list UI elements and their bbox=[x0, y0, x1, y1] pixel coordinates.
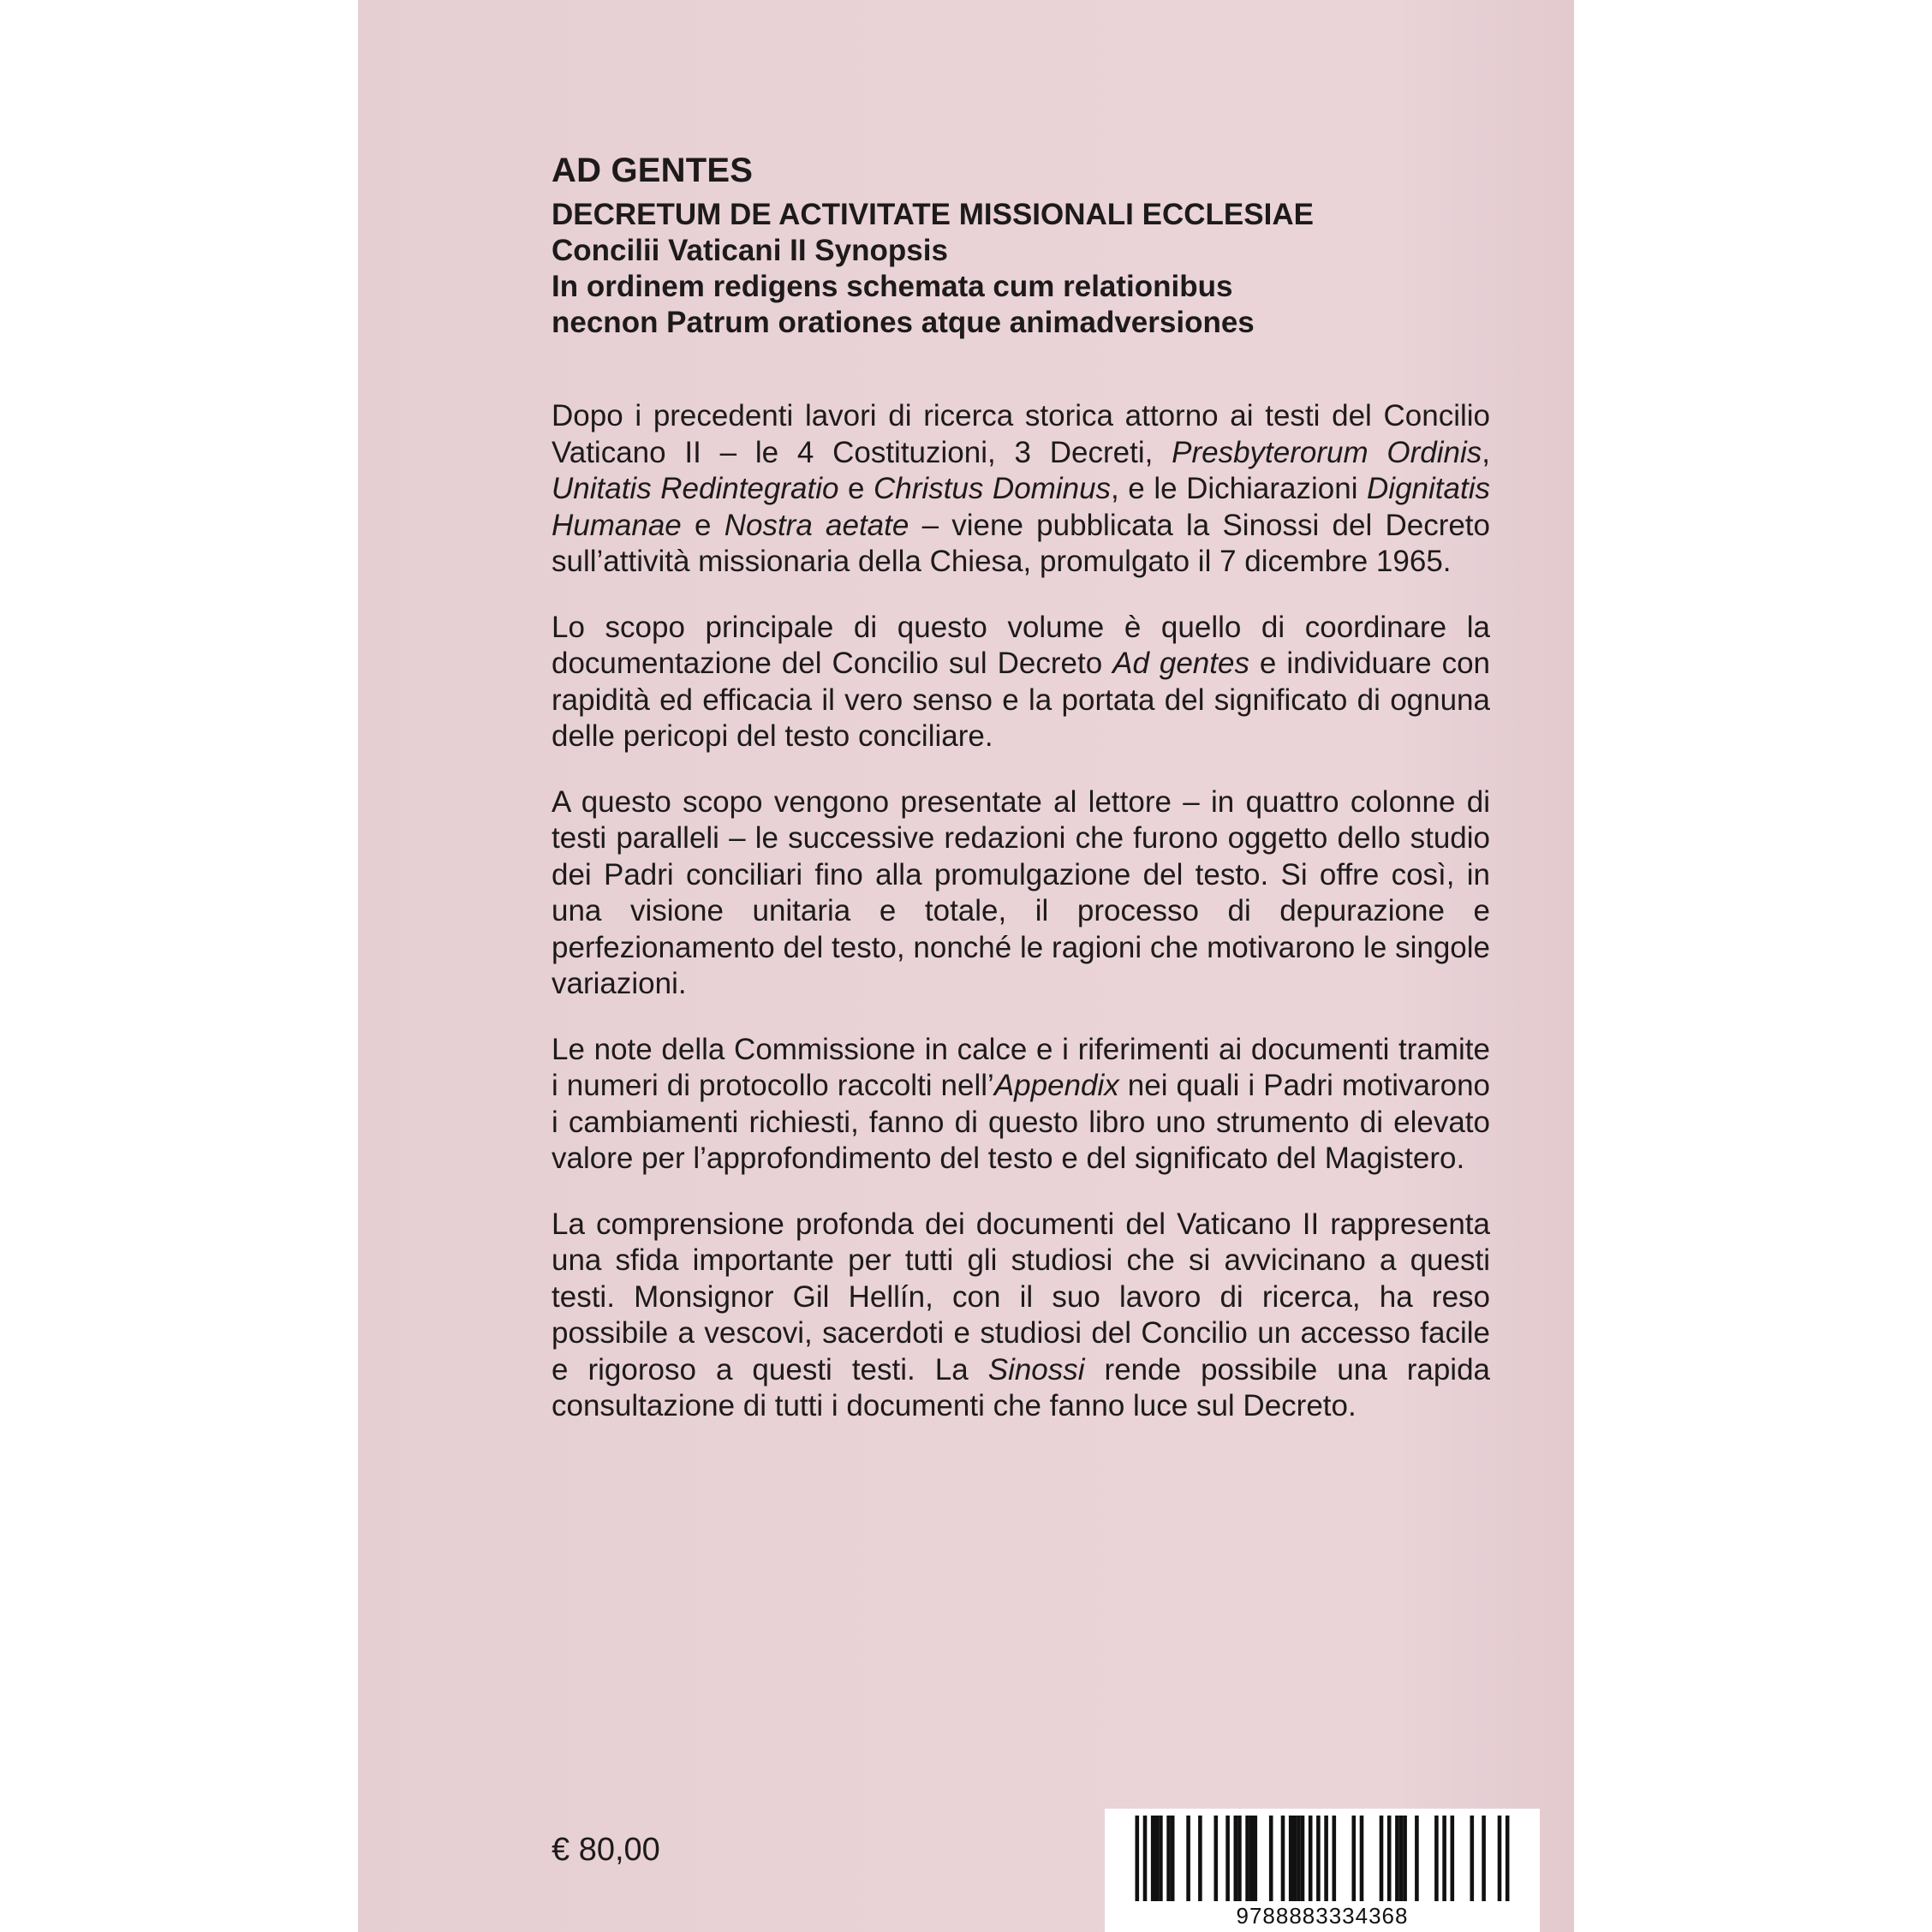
barcode-bar bbox=[1395, 1816, 1399, 1901]
price-label: € 80,00 bbox=[552, 1832, 660, 1868]
italic-text-run: Sinossi bbox=[987, 1352, 1085, 1386]
blurb-paragraph bbox=[552, 398, 1490, 581]
title-block bbox=[552, 147, 1511, 341]
italic-text-run: Christus Dominus bbox=[874, 472, 1112, 505]
barcode-bar bbox=[1159, 1816, 1163, 1901]
subtitle-line: In ordinem redigens schemata cum relationibus bbox=[552, 270, 1233, 303]
barcode-bar bbox=[1482, 1816, 1486, 1901]
barcode-bar bbox=[1237, 1816, 1242, 1901]
barcode-bar bbox=[1309, 1816, 1313, 1901]
blurb-paragraph bbox=[552, 1207, 1490, 1425]
text-run: A questo scopo vengono presentate al lettore – in quattro colonne di testi paralleli – le successive redazioni che furono oggetto dello studio dei Padri conciliari fino alla promulgazione del testo. Si offre così, in una visione unitaria e totale, il processo di depurazione e perfezionamento del testo, nonché le ragioni che motivarono le singole variazioni. bbox=[552, 784, 1490, 1000]
italic-text-run: Ad gentes bbox=[1112, 647, 1249, 680]
text-run: e individuare con rapidità ed efficacia il vero senso e la portata del significato di ognuna delle pericopi del testo conciliare. bbox=[552, 647, 1490, 753]
barcode-bar bbox=[1297, 1816, 1301, 1901]
text-run: Dopo i precedenti lavori di ricerca storica attorno ai testi del Concilio Vaticano II – le 4 Costituzioni, 3 Decreti, bbox=[552, 399, 1490, 469]
text-run: – viene pubblicata la Sinossi del Decreto sull’attività missionaria della Chiesa, promulgato il 7 dicembre 1965. bbox=[552, 508, 1490, 578]
barcode-bar bbox=[1352, 1816, 1357, 1901]
text-run: Le note della Commissione in calce e i riferimenti ai documenti tramite i numeri di protocollo raccolti nell’ bbox=[552, 1032, 1490, 1102]
book-back-cover bbox=[358, 0, 1574, 1932]
barcode-bar bbox=[1324, 1816, 1328, 1901]
text-run: nei quali i Padri motivarono i cambiamenti richiesti, fanno di questo libro uno strumento di elevato valore per l’approfondimento del testo e del significato del Magistero. bbox=[552, 1069, 1490, 1175]
barcode-bar bbox=[1186, 1816, 1190, 1901]
barcode-bar bbox=[1166, 1816, 1171, 1901]
text-run: , bbox=[1482, 435, 1490, 469]
barcode-bar bbox=[1289, 1816, 1293, 1901]
blurb-paragraph bbox=[552, 1032, 1490, 1178]
barcode-bar bbox=[1151, 1816, 1155, 1901]
barcode-bar bbox=[1281, 1816, 1285, 1901]
barcode-bar bbox=[1293, 1816, 1297, 1901]
italic-text-run: Dignitatis Humanae bbox=[552, 472, 1490, 542]
barcode-bar bbox=[1136, 1816, 1140, 1901]
barcode-bar bbox=[1254, 1816, 1258, 1901]
barcode-bar bbox=[1333, 1816, 1337, 1901]
italic-text-run: Unitatis Redintegratio bbox=[552, 472, 839, 505]
text-run: , e le Dichiarazioni bbox=[1111, 472, 1368, 505]
blurb-paragraph bbox=[552, 610, 1490, 755]
text-run: La comprensione profonda dei documenti del Vaticano II rappresenta una sfida importante per tutti gli studiosi che si avvicinano a questi testi. Monsignor Gil Hellín, con il suo lavoro di ricerca, ha reso possibile a vescovi, sacerdoti e studiosi del Concilio un accesso facile e rigoroso a questi testi. La bbox=[552, 1207, 1490, 1386]
barcode-bar bbox=[1403, 1816, 1407, 1901]
blurb-text bbox=[552, 398, 1490, 1454]
barcode-bar bbox=[1234, 1816, 1238, 1901]
text-run: Lo scopo principale di questo volume è quello di coordinare la documentazione del Concilio sul Decreto bbox=[552, 610, 1490, 680]
italic-text-run: Appendix bbox=[993, 1069, 1119, 1102]
barcode-bar bbox=[1225, 1816, 1230, 1901]
barcode-bar bbox=[1316, 1816, 1321, 1901]
text-run: e bbox=[681, 508, 724, 542]
text-run: e bbox=[838, 472, 874, 505]
barcode-bar bbox=[1249, 1816, 1254, 1901]
barcode-bar bbox=[1214, 1816, 1219, 1901]
barcode-bar bbox=[1399, 1816, 1404, 1901]
subtitle-line: Concilii Vaticani II Synopsis bbox=[552, 234, 948, 267]
barcode-bar bbox=[1301, 1816, 1305, 1901]
barcode-bar bbox=[1155, 1816, 1160, 1901]
barcode-bar bbox=[1198, 1816, 1202, 1901]
barcode-bar bbox=[1434, 1816, 1439, 1901]
barcode-bar bbox=[1506, 1816, 1510, 1901]
barcode-bar bbox=[1451, 1816, 1455, 1901]
barcode-bar bbox=[1269, 1816, 1273, 1901]
blurb-paragraph bbox=[552, 784, 1490, 1003]
barcode-bar bbox=[1387, 1816, 1392, 1901]
barcode-bar bbox=[1245, 1816, 1249, 1901]
barcode-bar bbox=[1442, 1816, 1446, 1901]
text-run: rende possibile una rapida consultazione di tutti i documenti che fanno luce sul Decreto. bbox=[552, 1352, 1490, 1422]
barcode-bar bbox=[1360, 1816, 1364, 1901]
barcode-bar bbox=[1470, 1816, 1475, 1901]
subtitle-line: necnon Patrum orationes atque animadversiones bbox=[552, 306, 1255, 339]
barcode-bar bbox=[1380, 1816, 1384, 1901]
isbn-number: 9788883334368 bbox=[1236, 1903, 1409, 1929]
book-title: AD GENTES bbox=[552, 152, 754, 189]
barcode-bar bbox=[1143, 1816, 1148, 1901]
subtitle-line: DECRETUM DE ACTIVITATE MISSIONALI ECCLESIAE bbox=[552, 198, 1314, 231]
barcode-bar bbox=[1415, 1816, 1419, 1901]
italic-text-run: Presbyterorum Ordinis bbox=[1172, 435, 1482, 469]
barcode-bar bbox=[1171, 1816, 1175, 1901]
italic-text-run: Nostra aetate bbox=[724, 508, 909, 542]
barcode-bar bbox=[1498, 1816, 1502, 1901]
barcode-bars bbox=[1105, 1809, 1540, 1901]
barcode bbox=[1105, 1809, 1540, 1932]
